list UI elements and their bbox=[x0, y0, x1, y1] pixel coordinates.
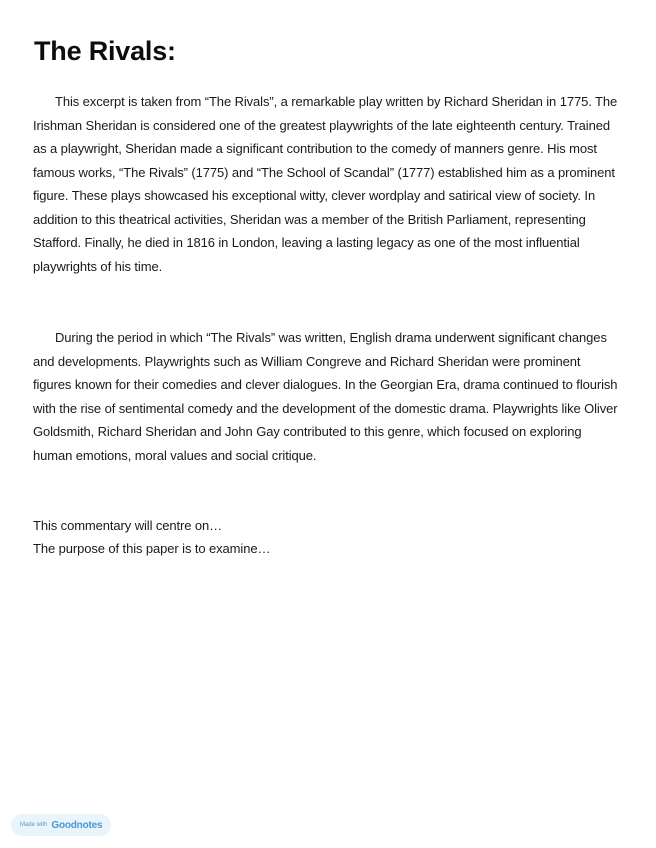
page-title: The Rivals: bbox=[34, 36, 176, 66]
made-with-goodnotes-badge bbox=[11, 814, 111, 836]
paragraph-historical-context: During the period in which “The Rivals” was written, English drama underwent significant changes and developments. Playwrights such as William Congreve and Richard Sheridan were prominent figures known for their comedies and clever dialogues. In the Georgian Era, drama continued to flourish with the rise of sentimental comedy and the development of the domestic drama. Playwrights like Oliver Goldsmith, Richard Sheridan and John Gay contributed to this genre, which focused on exploring human emotions, moral values and social critique. bbox=[33, 330, 618, 463]
purpose-line: The purpose of this paper is to examine… bbox=[33, 541, 271, 556]
badge-made-with-text: Made with bbox=[20, 822, 48, 828]
commentary-line: This commentary will centre on… bbox=[33, 518, 223, 533]
goodnotes-logo: Goodnotes bbox=[51, 819, 103, 831]
paragraph-author-background: This excerpt is taken from “The Rivals”, a remarkable play written by Richard Sheridan in 1775. The Irishman Sheridan is considered one of the greatest playwrights of the late eighteenth century. Trained as a playwright, Sheridan made a significant contribution to the comedy of manners genre. His most famous works, “The Rivals” (1775) and “The School of Scandal” (1777) established him as a prominent figure. These plays showcased his exceptional witty, clever wordplay and satirical view of society. In addition to this theatrical activities, Sheridan was a member of the British Parliament, representing Stafford. Finally, he died in 1816 in London, leaving a lasting legacy as one of the most influential playwrights of his time. bbox=[33, 94, 618, 274]
